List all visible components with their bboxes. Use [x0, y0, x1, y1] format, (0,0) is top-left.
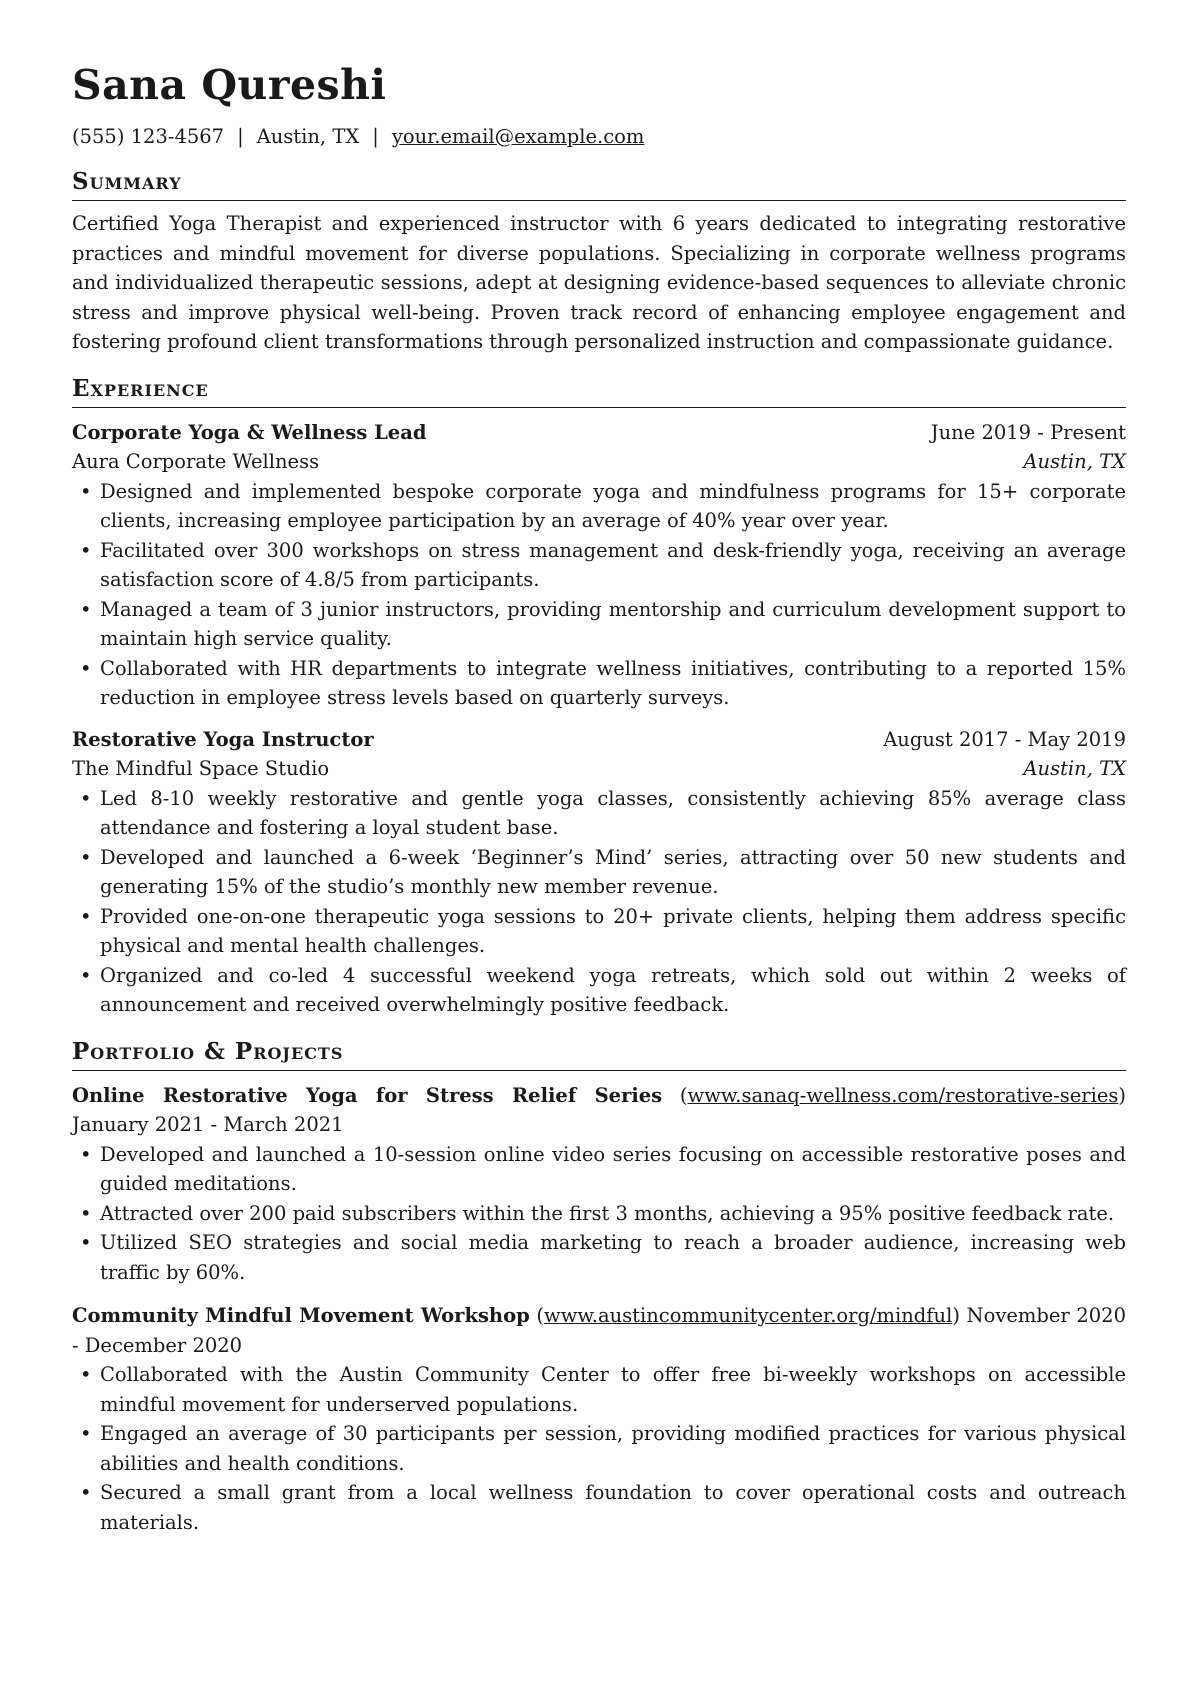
- job-location: Austin, TX: [1023, 757, 1126, 780]
- summary-section: [72, 168, 1126, 357]
- job-title: Restorative Yoga Instructor: [72, 727, 374, 751]
- list-item: • Secured a small grant from a local wellness foundation to cover operational costs and outreach materials.: [72, 1478, 1126, 1537]
- summary-text: Certified Yoga Therapist and experienced instructor with 6 years dedicated to integrating restorative practices and mindful movement for diverse populations. Specializing in corporate wellness programs and individualized therapeutic sessions, adept at designing evidence-based sequences to alleviate chronic stress and improve physical well-being. Proven track record of enhancing employee engagement and fostering profound client transformations through personalized instruction and compassionate guidance.: [72, 212, 1126, 353]
- job-bullets: [72, 477, 1126, 713]
- experience-section: [72, 375, 1126, 1020]
- job-entry: [72, 418, 1126, 713]
- list-item: • Collaborated with the Austin Community Center to offer free bi-weekly workshops on accessible mindful movement for underserved populations.: [72, 1360, 1126, 1419]
- company-name: Aura Corporate Wellness: [72, 450, 320, 473]
- list-item: • Managed a team of 3 junior instructors, providing mentorship and curriculum development support to maintain high service quality.: [72, 595, 1126, 654]
- list-item: • Developed and launched a 6-week ‘Beginner’s Mind’ series, attracting over 50 new students and generating 15% of the studio’s monthly new member revenue.: [72, 843, 1126, 902]
- list-item: • Facilitated over 300 workshops on stress management and desk-friendly yoga, receiving an average satisfaction score of 4.8/5 from participants.: [72, 536, 1126, 595]
- contact-separator: |: [372, 125, 379, 148]
- phone-number: (555) 123-4567: [72, 125, 225, 148]
- project-title: Community Mindful Movement Workshop: [72, 1304, 530, 1327]
- list-item: • Provided one-on-one therapeutic yoga sessions to 20+ private clients, helping them address specific physical and mental health challenges.: [72, 902, 1126, 961]
- list-item: • Collaborated with HR departments to integrate wellness initiatives, contributing to a reported 15% reduction in employee stress levels based on quarterly surveys.: [72, 654, 1126, 713]
- contact-line: [72, 124, 1126, 150]
- projects-section: [72, 1038, 1126, 1538]
- resume-page: [72, 60, 1126, 1537]
- list-item: • Organized and co-led 4 successful weekend yoga retreats, which sold out within 2 weeks of announcement and received overwhelmingly positive feedback.: [72, 961, 1126, 1020]
- list-item: • Utilized SEO strategies and social media marketing to reach a broader audience, increasing web traffic by 60%.: [72, 1228, 1126, 1287]
- project-header: Community Mindful Movement Workshop (www.austincommunitycenter.org/mindful) November 2020 - December 2020: [72, 1304, 1126, 1357]
- section-title-projects: Portfolio & Projects: [72, 1038, 1126, 1071]
- project-bullets: [72, 1360, 1126, 1537]
- job-entry: [72, 725, 1126, 1020]
- project-dates: November 2020 - December 2020: [72, 1304, 1126, 1357]
- list-item: • Engaged an average of 30 participants per session, providing modified practices for various physical abilities and health conditions.: [72, 1419, 1126, 1478]
- job-dates: August 2017 - May 2019: [883, 727, 1126, 751]
- project-link[interactable]: www.austincommunitycenter.org/mindful: [544, 1304, 953, 1327]
- project-entry: [72, 1081, 1126, 1288]
- email-link[interactable]: your.email@example.com: [391, 125, 645, 148]
- list-item: • Attracted over 200 paid subscribers within the first 3 months, achieving a 95% positive feedback rate.: [72, 1199, 1126, 1229]
- company-name: The Mindful Space Studio: [72, 757, 330, 780]
- section-title-summary: Summary: [72, 168, 1126, 201]
- candidate-name: Sana Qureshi: [72, 61, 387, 109]
- list-item: • Designed and implemented bespoke corporate yoga and mindfulness programs for 15+ corporate clients, increasing employee participation by an average of 40% year over year.: [72, 477, 1126, 536]
- job-bullets: [72, 784, 1126, 1020]
- location-text: Austin, TX: [256, 125, 360, 148]
- list-item: • Led 8-10 weekly restorative and gentle yoga classes, consistently achieving 85% average class attendance and fostering a loyal student base.: [72, 784, 1126, 843]
- project-entry: [72, 1301, 1126, 1537]
- job-location: Austin, TX: [1023, 450, 1126, 473]
- project-dates: January 2021 - March 2021: [72, 1113, 344, 1136]
- project-bullets: [72, 1140, 1126, 1288]
- job-dates: June 2019 - Present: [930, 420, 1126, 444]
- contact-separator: |: [237, 125, 244, 148]
- section-title-experience: Experience: [72, 375, 1126, 408]
- job-title: Corporate Yoga & Wellness Lead: [72, 420, 427, 444]
- project-title: Online Restorative Yoga for Stress Relief Series: [72, 1083, 663, 1107]
- project-header: Online Restorative Yoga for Stress Relief Series (www.sanaq-wellness.com/restorative-series) January 2021 - March 2021: [72, 1083, 1126, 1136]
- project-link[interactable]: www.sanaq-wellness.com/restorative-series: [687, 1083, 1119, 1107]
- list-item: • Developed and launched a 10-session online video series focusing on accessible restorative poses and guided meditations.: [72, 1140, 1126, 1199]
